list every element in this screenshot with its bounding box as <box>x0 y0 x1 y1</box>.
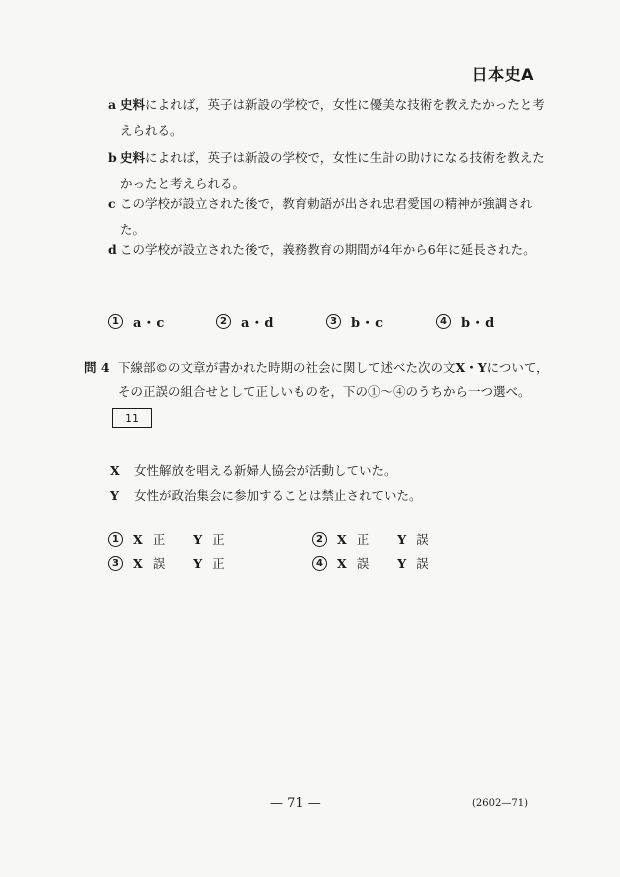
x-value: 誤 <box>152 556 166 571</box>
q4-choice-1[interactable] <box>108 530 253 548</box>
statement-text: 女性解放を唱える新婦人協会が活動していた。 <box>133 463 397 478</box>
circled-number-icon: 2 <box>216 314 231 329</box>
question-text-cont: について，その正誤の組合せとして正しいものを，下の①～④のうちから一つ選べ。 <box>118 360 549 399</box>
x-label: X <box>337 555 347 571</box>
q4-choice-2[interactable] <box>312 530 457 548</box>
circled-number-icon: 2 <box>312 532 327 547</box>
page-number: — 71 — <box>270 796 321 811</box>
statement-label: X <box>110 463 120 478</box>
y-value: 誤 <box>416 532 429 547</box>
statement-text: によれば，英子は新設の学校で，女性に優美な技術を教えたかったと考えられる。 <box>120 97 545 138</box>
choice-1[interactable] <box>108 312 165 331</box>
statement-a <box>108 92 548 144</box>
y-label: Y <box>397 531 407 547</box>
y-value: 正 <box>212 556 225 571</box>
circled-number-icon: 3 <box>108 556 123 571</box>
choice-value: b・d <box>461 316 496 331</box>
statement-label: b <box>108 150 117 165</box>
statement-c <box>108 191 548 243</box>
choice-value: a・d <box>241 316 275 331</box>
statement-label: d <box>108 242 117 257</box>
statement-y <box>110 486 422 504</box>
y-label: Y <box>397 555 407 571</box>
statement-text: この学校が設立された後で，教育勅語が出され忠君愛国の精神が強調された。 <box>120 196 533 237</box>
y-label: Y <box>193 555 203 571</box>
statement-x <box>110 461 397 479</box>
circled-number-icon: 1 <box>108 532 123 547</box>
circled-number-icon: 3 <box>326 314 341 329</box>
circled-number-icon: 4 <box>312 556 327 571</box>
choice-4[interactable] <box>436 312 495 331</box>
x-label: X <box>133 555 143 571</box>
statement-label: c <box>108 196 116 211</box>
statement-bold: 史料 <box>120 97 146 112</box>
statement-label: a <box>108 97 117 112</box>
answer-choices-row <box>108 312 548 332</box>
statement-label: Y <box>110 488 119 503</box>
y-value: 正 <box>212 532 225 547</box>
choice-2[interactable] <box>216 312 275 331</box>
question-number: 問 4 <box>84 360 110 375</box>
q4-choice-3[interactable] <box>108 554 253 572</box>
x-label: X <box>337 531 347 547</box>
q4-choice-4[interactable] <box>312 554 457 572</box>
statement-bold: 史料 <box>120 150 146 165</box>
statement-b <box>108 145 548 197</box>
x-label: X <box>133 531 143 547</box>
y-label: Y <box>193 531 203 547</box>
answer-box[interactable]: 11 <box>112 408 152 428</box>
choice-value: b・c <box>351 316 385 331</box>
statement-text: 女性が政治集会に参加することは禁止されていた。 <box>133 488 422 503</box>
choice-3[interactable] <box>326 312 384 331</box>
x-value: 正 <box>356 532 370 547</box>
statement-text: によれば，英子は新設の学校で，女性に生計の助けになる技術を教えたかったと考えられる。 <box>120 150 545 191</box>
circled-number-icon: 4 <box>436 314 451 329</box>
x-value: 正 <box>152 532 166 547</box>
subject-title: 日本史A <box>471 65 534 84</box>
choice-value: a・c <box>133 316 166 331</box>
y-value: 誤 <box>416 556 429 571</box>
circled-number-icon: 1 <box>108 314 123 329</box>
statement-d <box>108 237 548 263</box>
question-4 <box>84 356 554 404</box>
x-value: 誤 <box>356 556 370 571</box>
question-text: 下線部©の文章が書かれた時期の社会に関して述べた次の文 <box>118 360 456 375</box>
statement-text: この学校が設立された後で，義務教育の期間が4年から6年に延長された。 <box>120 242 536 257</box>
exam-code: (2602—71) <box>472 798 528 809</box>
question-bold: X・Y <box>455 360 487 375</box>
